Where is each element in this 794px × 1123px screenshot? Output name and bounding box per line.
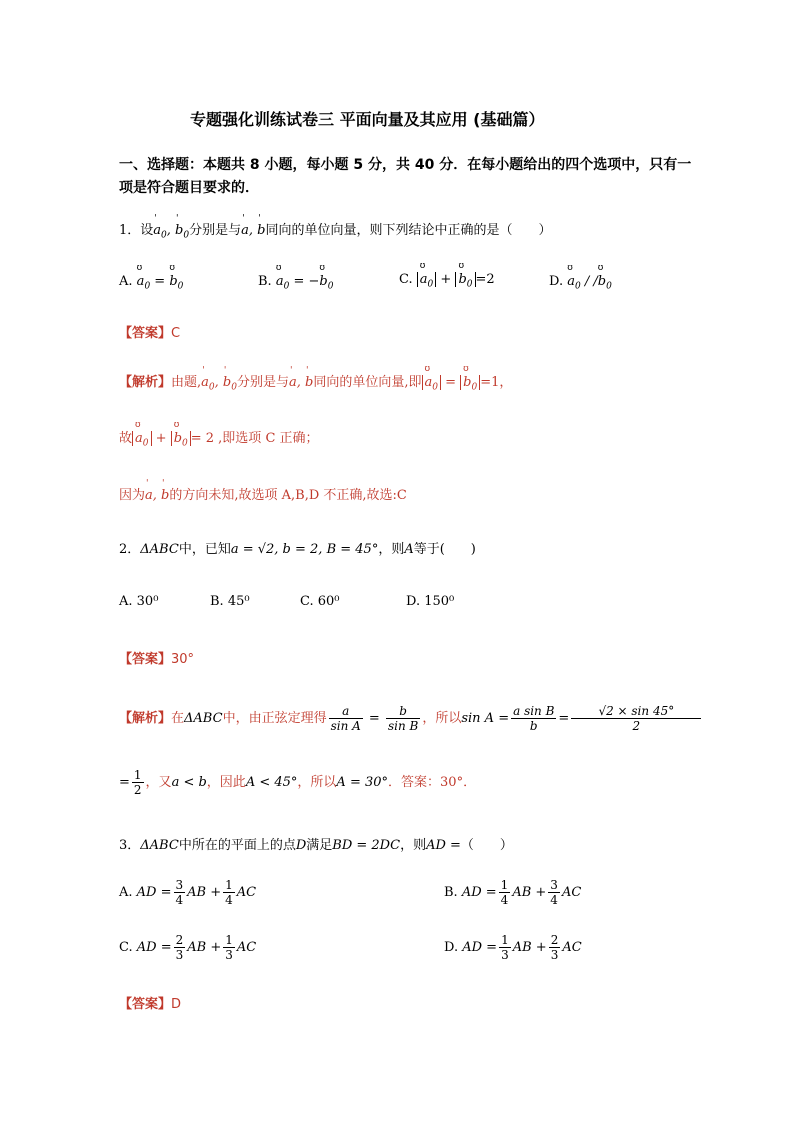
q3-option-d: D. AD = $\frac{1}{3}$ AB + $\frac{2}{3}$ AC [444, 933, 582, 962]
q1-analysis-line2: 故ʊ $a_0$ + ʊ $b_0 = 2$ ,即选项 C 正确； [119, 427, 319, 449]
fraction: $\frac{1}{2}$ [133, 768, 142, 797]
section-header-line1: 一、选择题：本题共 8 小题，每小题 5 分，共 40 分．在每小题给出的四个选项中，只有一 [119, 157, 692, 173]
q2-option-d: D. 150⁰ [406, 594, 455, 609]
page-title: 专题强化训练试卷三 平面向量及其应用 (基础篇） [190, 110, 545, 129]
q2-stem: 2．ΔABC中，已知a = √2, b = 2, B = 45°，则A等于( ) [119, 542, 476, 557]
fraction: $\frac{√2 \times \sin 45^\circ}{2}$ [571, 704, 701, 733]
q1-option-b: B. ʊ $a_0$ = −ʊ $b_0$ [258, 274, 333, 292]
q3-answer: 【答案】D [119, 997, 182, 1012]
q3-option-c: C. AD = $\frac{2}{3}$ AB + $\frac{1}{3}$ AC [119, 933, 257, 962]
q2-answer: 【答案】30° [119, 652, 195, 667]
fraction: $\frac{b}{\text{sin B}}$ [387, 704, 419, 733]
q2-option-c: C. 60⁰ [300, 594, 340, 609]
q1-analysis-line3: 因为' a, ' b的方向未知,故选项 A,B,D 不正确,故选:C [119, 484, 407, 503]
q3-option-b: B. AD = $\frac{1}{4}$ AB + $\frac{3}{4}$ AC [444, 878, 582, 907]
q1-analysis-line1: 【解析】由题,' $a_0$, ' $b_0$分别是与' a, ' b同向的单位向量,即ʊ $a_0$ = ʊ $b_0 =1$， [119, 371, 512, 393]
fraction: $\frac{\text{a sin B}}{b}$ [513, 704, 555, 733]
q1-option-d: D. ʊ $a_0$ / /ʊ $b_0$ [549, 274, 612, 292]
q1-option-a: A. ʊ $a_0$ = ʊ $b_0$ [119, 274, 183, 292]
q2-analysis-line2: = $\frac{1}{2}$ ，又a < b，因此A < 45°，所以A = 30°．答案：30°． [119, 768, 477, 797]
q3-stem: 3．ΔABC中所在的平面上的点D满足BD = 2DC，则AD =（ ） [119, 838, 513, 853]
q2-option-b: B. 45⁰ [210, 594, 250, 609]
q1-stem: 1．设' $a_0$, ' $b_0$分别是与' a, ' b同向的单位向量，则下列结论中正确的是（ ） [119, 219, 552, 241]
q2-analysis-line1: 【解析】在ΔABC中，由正弦定理得 $\frac{a}{\text{sin A}}$ = $\frac{b}{\text{sin B}}$ ，所以sin A = $\frac{\text{a sin B}}{b}$ = $\frac{√2 \times \sin 45^\circ}{2}$ [119, 704, 703, 733]
q2-option-a: A. 30⁰ [119, 594, 159, 609]
fraction: $\frac{a}{\text{sin A}}$ [330, 704, 361, 733]
section-header-line2: 项是符合题目要求的． [119, 180, 259, 196]
q3-option-a: A. AD = $\frac{3}{4}$ AB + $\frac{1}{4}$ AC [119, 878, 257, 907]
q1-answer: 【答案】C [119, 326, 181, 341]
q1-option-c: C. ʊ $a_0$ + ʊ $b_0 =2$ [399, 272, 495, 290]
